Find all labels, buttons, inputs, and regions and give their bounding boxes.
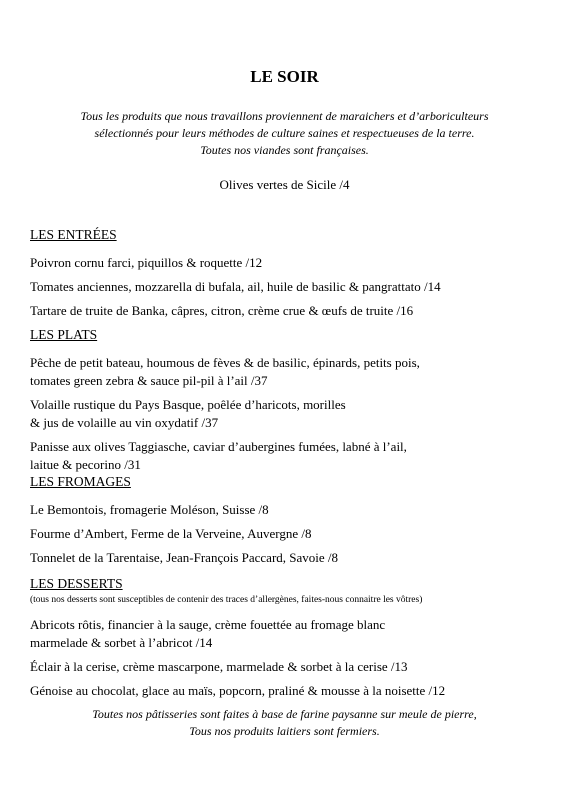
allergen-note: (tous nos desserts sont susceptibles de contenir des traces d’allergènes, faites-nous connaitre les vôtres) (30, 595, 423, 605)
menu-item-line: marmelade & sorbet à l’abricot /14 (30, 635, 213, 650)
menu-item (30, 302, 549, 320)
menu-item (30, 616, 549, 652)
menu-item-line: Tonnelet de la Tarentaise, Jean-François Paccard, Savoie /8 (30, 550, 339, 565)
section-title: LES ENTRÉES (30, 227, 117, 242)
menu-item (30, 396, 549, 432)
menu-item-line: tomates green zebra & sauce pil-pil à l’ail /37 (30, 373, 268, 388)
menu-item (30, 682, 549, 700)
footer-line: Toutes nos pâtisseries sont faites à base de farine paysanne sur meule de pierre, (92, 707, 477, 721)
menu-item (30, 658, 549, 676)
section-fromages (30, 473, 549, 573)
menu-item (30, 438, 549, 474)
menu-item-line: Poivron cornu farci, piquillos & roquette /12 (30, 255, 263, 270)
section-plats (30, 326, 549, 480)
menu-item (30, 549, 549, 567)
menu-item-line: Tartare de truite de Banka, câpres, citron, crème crue & œufs de truite /16 (30, 303, 414, 318)
section-title: LES PLATS (30, 327, 98, 342)
section-desserts (30, 575, 549, 706)
menu-item (30, 254, 549, 272)
menu-item (30, 278, 549, 296)
menu-item-line: Le Bemontois, fromagerie Moléson, Suisse /8 (30, 502, 269, 517)
olives-item: Olives vertes de Sicile /4 (219, 177, 350, 192)
footer-note (30, 706, 539, 740)
intro-text (30, 108, 539, 159)
menu-item-line: Abricots rôtis, financier à la sauge, crème fouettée au fromage blanc (30, 617, 386, 632)
menu-item-line: Tomates anciennes, mozzarella di bufala, ail, huile de basilic & pangrattato /14 (30, 279, 441, 294)
section-entrees (30, 226, 549, 326)
menu-item (30, 501, 549, 519)
section-title: LES DESSERTS (30, 576, 123, 591)
intro-line: sélectionnés pour leurs méthodes de culture saines et respectueuses de la terre. (94, 126, 475, 140)
intro-line: Tous les produits que nous travaillons proviennent de maraichers et d’arboriculteurs (80, 109, 489, 123)
page-title: LE SOIR (250, 67, 319, 86)
menu-item-line: Fourme d’Ambert, Ferme de la Verveine, Auvergne /8 (30, 526, 312, 541)
menu-item-line: Génoise au chocolat, glace au maïs, popcorn, praliné & mousse à la noisette /12 (30, 683, 446, 698)
menu-item-line: Pêche de petit bateau, houmous de fèves & de basilic, épinards, petits pois, (30, 355, 420, 370)
menu-item-line: Éclair à la cerise, crème mascarpone, marmelade & sorbet à la cerise /13 (30, 659, 408, 674)
menu-item-line: & jus de volaille au vin oxydatif /37 (30, 415, 219, 430)
intro-line: Toutes nos viandes sont françaises. (200, 143, 369, 157)
menu-item (30, 354, 549, 390)
menu-item-line: Panisse aux olives Taggiasche, caviar d’aubergines fumées, labné à l’ail, (30, 439, 407, 454)
menu-item (30, 525, 549, 543)
menu-item-line: Volaille rustique du Pays Basque, poêlée d’haricots, morilles (30, 397, 346, 412)
section-title: LES FROMAGES (30, 474, 131, 489)
menu-item-line: laitue & pecorino /31 (30, 457, 141, 472)
footer-line: Tous nos produits laitiers sont fermiers. (189, 724, 380, 738)
